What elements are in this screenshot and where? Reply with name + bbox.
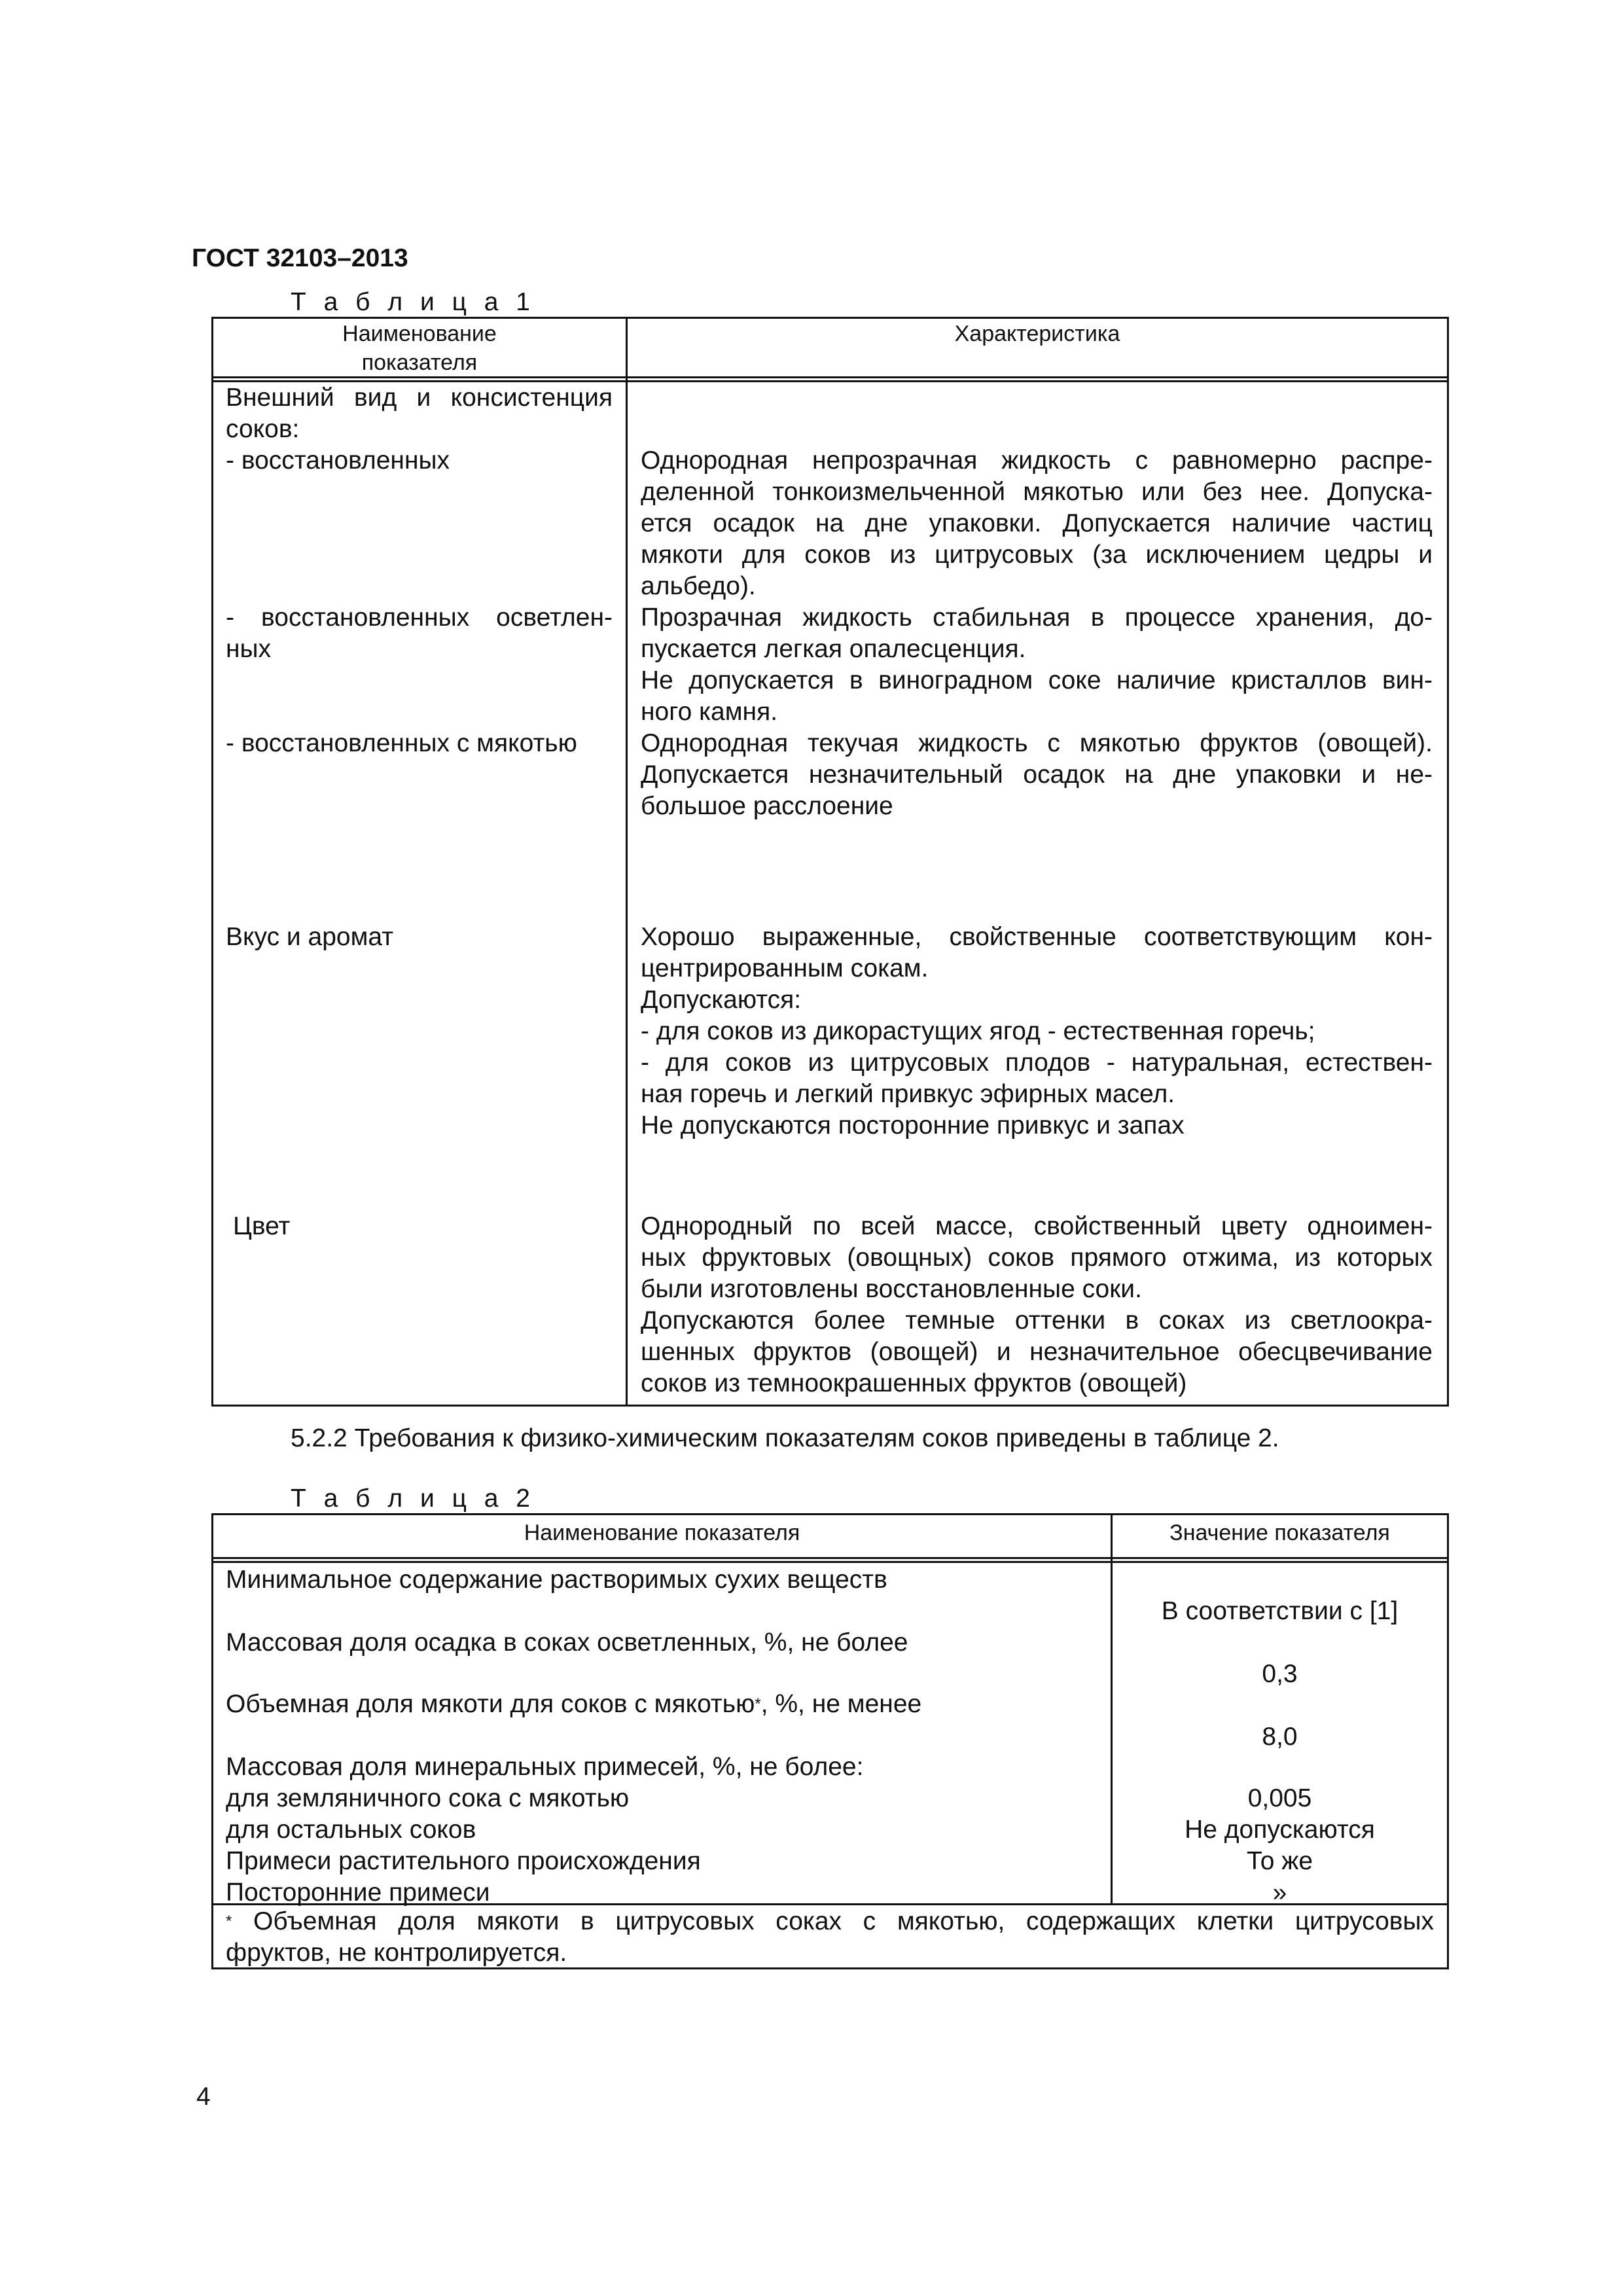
table2-name-foreign-impurities: Посторонние примеси <box>226 1878 490 1907</box>
table1-row-color-name: Цвет <box>233 1212 291 1240</box>
text-line: ная горечь и легкий привкус эфирных масел. <box>641 1080 1175 1108</box>
table1-top-border <box>211 317 1449 319</box>
text-line: деленной тонкоизмельченной мякотью или без нее. Допуска- <box>641 478 1433 506</box>
table2-value-strawberry: 0,005 <box>1247 1784 1312 1812</box>
table2-value-foreign-impurities: » <box>1272 1878 1287 1907</box>
text-line: соков из темноокрашенных фруктов (овощей) <box>641 1369 1187 1397</box>
table1-row-clarified-text <box>641 602 1433 728</box>
table1-row-appearance-name-cont: соков: <box>226 415 300 443</box>
text-line: Не допускается в виноградном соке наличие кристаллов вин- <box>641 666 1433 694</box>
text-line: Однородный по всей массе, свойственный цвету одноимен- <box>641 1212 1433 1240</box>
footnote-marker: * <box>755 1695 761 1713</box>
table2-top-border <box>211 1513 1449 1515</box>
table2-header-rule-double <box>211 1561 1449 1563</box>
table2-name-strawberry: для земляничного сока с мякотью <box>226 1784 630 1812</box>
table2-header-rule <box>211 1557 1449 1559</box>
table1-row-pulp-name: - восстановленных с мякотью <box>226 729 577 757</box>
table1-col1-header <box>213 319 626 377</box>
table1-col-divider <box>626 317 628 1407</box>
table2-col2-header: Значение показателя <box>1169 1520 1390 1545</box>
table1-row-color-text <box>641 1211 1433 1399</box>
text-line: ного камня. <box>641 698 778 726</box>
table1-bottom-border <box>211 1405 1449 1407</box>
text-line: Однородная текучая жидкость с мякотью фруктов (овощей). <box>641 729 1433 757</box>
text-line: центрированным сокам. <box>641 954 929 982</box>
footnote-text: Объемная доля мякоти в цитрусовых соках с мякотью, содержащих клетки цитрусовых <box>253 1907 1435 1935</box>
text-line: ных фруктовых (овощных) соков прямого отжима, из которых <box>641 1244 1433 1272</box>
text-line: пускается легкая опалесценция. <box>641 635 1026 663</box>
table2-value-plant-impurities: То же <box>1246 1847 1313 1875</box>
table2-right-border <box>1447 1513 1449 1969</box>
text-line: - для соков из цитрусовых плодов - натуральная, естествен- <box>641 1049 1433 1077</box>
table1-row-taste-name: Вкус и аромат <box>226 923 394 951</box>
table1-col1-header-line1: Наименование <box>342 321 497 346</box>
text-line: шенных фруктов (овощей) и незначительное обесцвечивание <box>641 1338 1433 1366</box>
text-line: были изготовлены восстановленные соки. <box>641 1275 1142 1303</box>
section-paragraph: 5.2.2 Требования к физико-химическим показателям соков приведены в таблице 2. <box>291 1424 1279 1452</box>
text-line: мякоти для соков из цитрусовых (за исключением цедры и <box>641 541 1433 569</box>
text-line: Не допускаются посторонние привкус и запах <box>641 1111 1185 1139</box>
table2-value-soluble-solids: В соответствии с [1] <box>1161 1597 1399 1625</box>
table2-caption: Т а б л и ц а 2 <box>291 1484 535 1513</box>
table1-row-clarified-name-cont: ных <box>226 635 272 663</box>
text-line: Допускаются более темные оттенки в соках из светлоокра- <box>641 1306 1433 1335</box>
text-line: альбедо). <box>641 572 756 600</box>
text-line: большое расслоение <box>641 792 893 820</box>
table2-value-sediment: 0,3 <box>1262 1660 1298 1688</box>
text-line: Допускается незначительный осадок на дне упаковки и не- <box>641 761 1433 789</box>
footnote-line <box>226 1906 1434 1937</box>
page-number: 4 <box>196 2083 211 2111</box>
text-line: Прозрачная жидкость стабильная в процессе хранения, до- <box>641 603 1433 632</box>
footnote-marker: * <box>226 1912 232 1930</box>
table1-row-reconstituted-name: - восстановленных <box>226 446 450 475</box>
table1-right-border <box>1447 317 1449 1407</box>
table1-row-pulp-text <box>641 728 1433 822</box>
text-line: Однородная непрозрачная жидкость с равномерно распре- <box>641 446 1433 475</box>
table2-name-other-juices: для остальных соков <box>226 1816 476 1844</box>
document-number: ГОСТ 32103–2013 <box>192 244 408 272</box>
table2-footnote <box>226 1906 1434 1969</box>
table1-row-reconstituted-text <box>641 445 1433 602</box>
table2-name-soluble-solids: Минимальное содержание растворимых сухих веществ <box>226 1566 887 1594</box>
table2-name-pulp-fraction-text: Объемная доля мякоти для соков с мякотью <box>226 1690 755 1718</box>
table1-col2-header: Характеристика <box>954 321 1120 346</box>
table2-value-other-juices: Не допускаются <box>1185 1816 1375 1844</box>
text-line: - для соков из дикорастущих ягод - естественная горечь; <box>641 1017 1315 1045</box>
table2-name-pulp-fraction-suffix: , %, не менее <box>760 1690 922 1718</box>
table1-col1-header-line2: показателя <box>361 350 478 375</box>
table1-row-appearance-name: Внешний вид и консистенция <box>226 384 613 412</box>
table1-row-clarified-name: - восстановленных осветлен- <box>226 603 613 632</box>
table1-left-border <box>211 317 213 1407</box>
table2-name-sediment: Массовая доля осадка в соках осветленных, %, не более <box>226 1628 908 1657</box>
text-line: Хорошо выраженные, свойственные соответствующим кон- <box>641 923 1433 951</box>
text-line: ется осадок на дне упаковки. Допускается наличие частиц <box>641 509 1433 537</box>
table2-name-pulp-fraction <box>226 1689 921 1720</box>
table2-left-border <box>211 1513 213 1969</box>
table2-col1-header: Наименование показателя <box>524 1520 800 1545</box>
text-line: Допускаются: <box>641 986 802 1014</box>
table2-name-mineral-impurities: Массовая доля минеральных примесей, %, не более: <box>226 1753 864 1781</box>
table2-value-pulp-fraction: 8,0 <box>1262 1723 1298 1751</box>
table2-name-plant-impurities: Примеси растительного происхождения <box>226 1847 701 1875</box>
table1-row-taste-text <box>641 922 1433 1141</box>
table1-caption: Т а б л и ц а 1 <box>291 288 535 316</box>
footnote-line: фруктов, не контролируется. <box>226 1939 567 1967</box>
